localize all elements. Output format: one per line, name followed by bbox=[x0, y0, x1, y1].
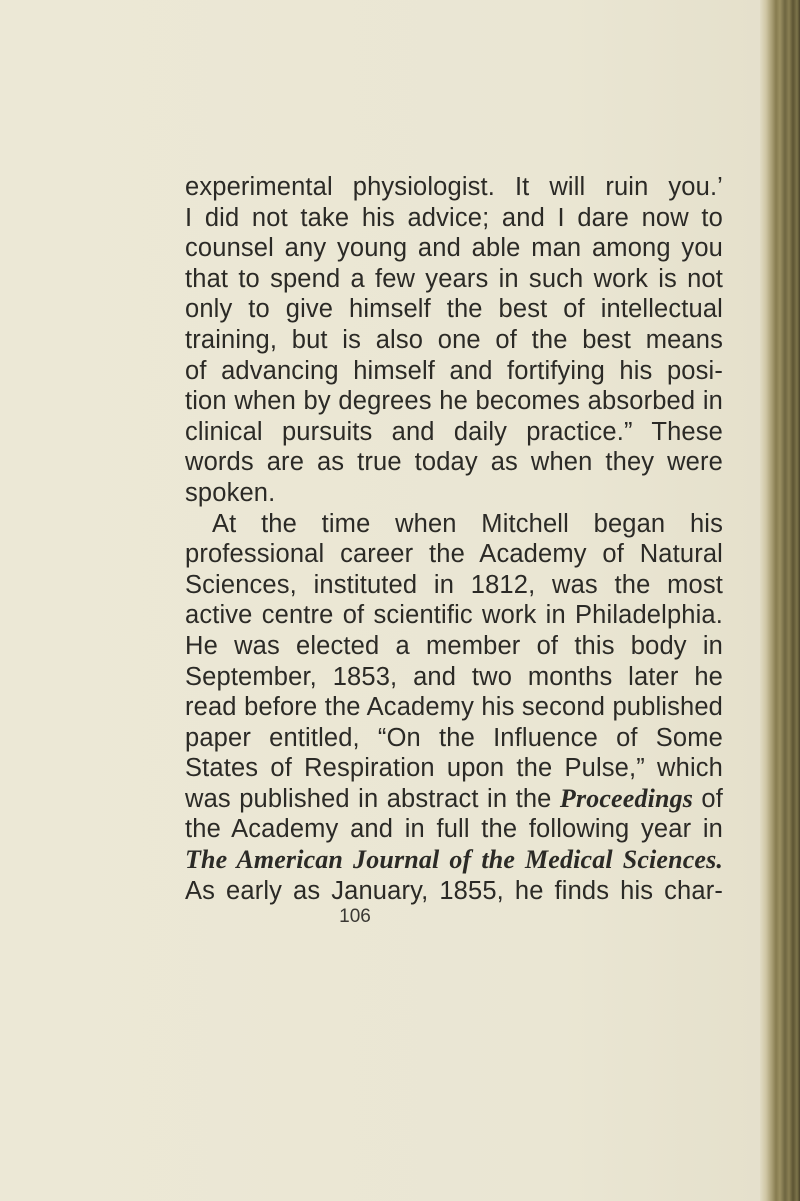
text-line: read before the Academy his second published bbox=[185, 693, 723, 722]
text-line: experimental physiologist. It will ruin you.’ bbox=[185, 173, 723, 201]
text-line: He was elected a member of this body in bbox=[185, 631, 723, 660]
text-line: only to give himself the best of intellectual bbox=[185, 295, 723, 324]
text-line: of advancing himself and fortifying his posi- bbox=[185, 356, 723, 385]
text-line: September, 1853, and two months later he bbox=[185, 662, 723, 691]
text-line: that to spend a few years in such work is not bbox=[185, 264, 723, 293]
page-edge bbox=[760, 0, 800, 1201]
italic-title-proceedings: Proceedings bbox=[559, 783, 693, 813]
page-number: 106 bbox=[339, 906, 371, 927]
text-line: words are as true today as when they were bbox=[185, 448, 723, 477]
text-line: counsel any young and able man among you bbox=[185, 234, 723, 263]
text-line: spoken. bbox=[185, 478, 276, 507]
body-text bbox=[185, 172, 723, 906]
text-line-with-italic bbox=[185, 784, 723, 815]
text-line: professional career the Academy of Natural bbox=[185, 540, 723, 569]
paragraph-start-line: At the time when Mitchell began his bbox=[212, 509, 723, 538]
text-line: paper entitled, “On the Influence of Some bbox=[185, 723, 723, 752]
text-line: States of Respiration upon the Pulse,” which bbox=[185, 754, 723, 783]
text-line: clinical pursuits and daily practice.” These bbox=[185, 417, 723, 446]
text-line: active centre of scientific work in Philadelphia. bbox=[185, 601, 723, 630]
text-segment: of bbox=[701, 784, 723, 813]
text-line: I did not take his advice; and I dare now to bbox=[185, 203, 723, 232]
text-line: the Academy and in full the following year in bbox=[185, 815, 723, 844]
italic-journal-title: The American Journal of the Medical Sciences. bbox=[185, 845, 723, 875]
text-segment: was published in abstract in the bbox=[185, 784, 552, 813]
text-line: training, but is also one of the best means bbox=[185, 325, 723, 354]
text-line: tion when by degrees he becomes absorbed in bbox=[185, 387, 723, 416]
text-line: Sciences, instituted in 1812, was the most bbox=[185, 570, 723, 599]
text-line: As early as January, 1855, he finds his char- bbox=[185, 876, 723, 905]
italic-journal-title-line bbox=[185, 845, 723, 876]
